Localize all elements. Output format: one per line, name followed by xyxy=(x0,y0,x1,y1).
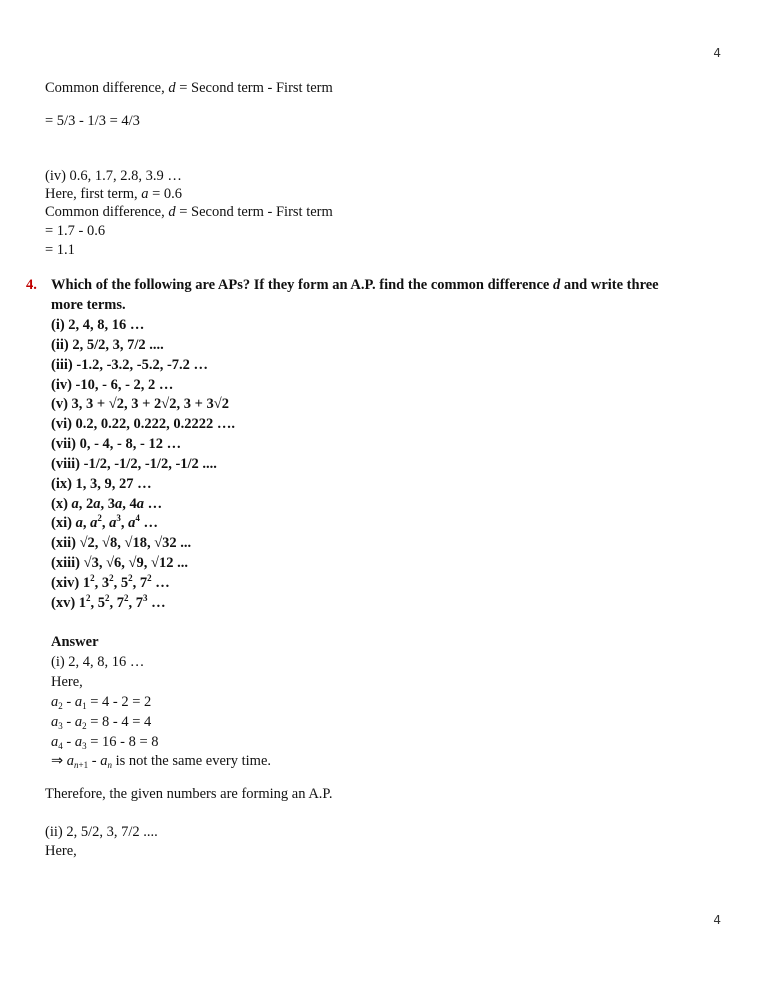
answer-heading: Answer xyxy=(51,634,99,650)
page-number-bottom: 4 xyxy=(713,913,721,927)
text: = 4 - 2 = 2 xyxy=(90,694,152,710)
question-item-xv: (xv) $1^2$, $5^2$, $7^2$, $7^3$ … xyxy=(51,593,166,611)
difference-result: = 5/3 - 1/3 = 4/3 xyxy=(45,113,140,129)
answer-implies: ⇒ $a_{n+1} - a_n$ is not the same every time. xyxy=(51,753,272,770)
text: is not the same every time. xyxy=(111,753,272,769)
question-number: 4. xyxy=(26,277,37,293)
first-term-line xyxy=(45,185,182,203)
question-item-ix: (ix) 1, 3, 9, 27 … xyxy=(51,476,152,492)
common-difference-line xyxy=(45,79,333,97)
question-item-iii: (iii) -1.2, -3.2, -5.2, -7.2 … xyxy=(51,357,209,373)
text: Here, first term, xyxy=(45,186,142,202)
text: = 16 - 8 = 8 xyxy=(90,734,159,750)
variable-d: d xyxy=(168,80,176,96)
step-2: = 1.1 xyxy=(45,242,75,258)
text: Common difference, xyxy=(45,80,169,96)
answer-diff-2: $a_3 - a_2 = 8 - 4 = 4$ xyxy=(51,714,152,731)
answer-diff-3: $a_4 - a_3 = 16 - 8 = 8$ xyxy=(51,734,159,751)
question-item-xii: (xii) √2, √8, √18, √32 ... xyxy=(51,535,192,551)
text: = Second term - First term xyxy=(175,80,333,96)
answer-here: Here, xyxy=(51,674,83,690)
question-text-line1 xyxy=(51,276,659,294)
text: Common difference, xyxy=(45,204,169,220)
question-item-iv: (iv) -10, - 6, - 2, 2 … xyxy=(51,377,174,393)
page-number-top: 4 xyxy=(713,46,721,60)
term: a xyxy=(71,496,79,512)
question-text-line2: more terms. xyxy=(51,297,126,313)
label: (x) xyxy=(51,496,72,512)
variable-d: d xyxy=(552,277,561,293)
question-item-x: (x) a, 2a, 3a, 4a … xyxy=(51,496,163,512)
answer-part-ii: (ii) 2, 5/2, 3, 7/2 .... xyxy=(45,824,158,840)
question-item-vii: (vii) 0, - 4, - 8, - 12 … xyxy=(51,436,182,452)
label: (xiv) xyxy=(51,575,83,591)
question-item-i: (i) 2, 4, 8, 16 … xyxy=(51,317,145,333)
question-item-ii: (ii) 2, 5/2, 3, 7/2 .... xyxy=(51,337,164,353)
answer-here-2: Here, xyxy=(45,843,77,859)
part-iv-sequence: (iv) 0.6, 1.7, 2.8, 3.9 … xyxy=(45,168,182,184)
step-1: = 1.7 - 0.6 xyxy=(45,223,106,239)
answer-part-i: (i) 2, 4, 8, 16 … xyxy=(51,654,145,670)
question-item-vi: (vi) 0.2, 0.22, 0.222, 0.2222 …. xyxy=(51,416,236,432)
answer-conclusion: Therefore, the given numbers are forming an A.P. xyxy=(45,786,333,802)
text: = 0.6 xyxy=(148,186,183,202)
common-difference-line xyxy=(45,203,333,221)
implies-arrow-icon: ⇒ xyxy=(51,753,64,769)
question-item-xiii: (xiii) √3, √6, √9, √12 ... xyxy=(51,555,188,571)
answer-diff-1: $a_2 - a_1 = 4 - 2 = 2$ xyxy=(51,694,152,711)
variable-a: a xyxy=(141,186,149,202)
text: = 8 - 4 = 4 xyxy=(90,714,152,730)
question-item-xi: (xi) a, $a^2$, $a^3$, $a^4$ … xyxy=(51,513,158,531)
variable-d: d xyxy=(168,204,176,220)
text: Which of the following are APs? If they form an A.P. find the common difference xyxy=(51,277,553,293)
text: = Second term - First term xyxy=(175,204,333,220)
label: (xv) xyxy=(51,595,79,611)
question-item-xiv: (xiv) $1^2$, $3^2$, $5^2$, $7^2$ … xyxy=(51,573,170,591)
label: (xi) xyxy=(51,515,76,531)
question-item-v: (v) 3, 3 + √2, 3 + 2√2, 3 + 3√2 xyxy=(51,396,229,412)
text: and write three xyxy=(560,277,659,293)
question-item-viii: (viii) -1/2, -1/2, -1/2, -1/2 .... xyxy=(51,456,217,472)
